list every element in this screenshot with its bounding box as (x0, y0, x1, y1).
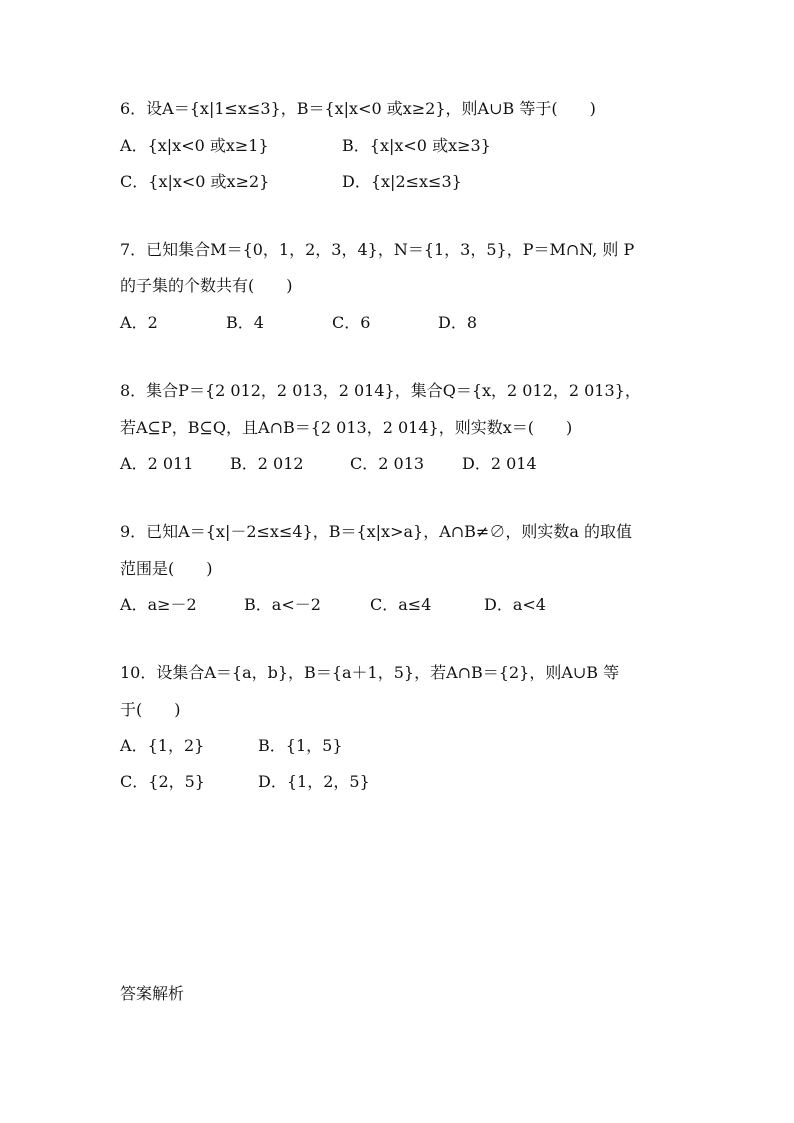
question-9-option-a: A．a≥－2 (120, 595, 197, 614)
question-9-option-b: B．a<－2 (244, 595, 321, 614)
question-10-option-b: B．{1，5} (258, 736, 343, 755)
question-9-option-c: C．a≤4 (370, 595, 432, 614)
question-6-option-d: D．{x|2≤x≤3} (342, 172, 462, 191)
question-7-option-d: D．8 (438, 313, 478, 332)
question-7-stem-line-1: 7．已知集合M＝{0，1，2，3，4}，N＝{1，3，5}，P＝M∩N, 则 P (120, 240, 635, 259)
question-9-option-d: D．a<4 (484, 595, 546, 614)
question-10-option-d: D．{1，2，5} (258, 772, 370, 791)
question-8-option-a: A．2 011 (120, 454, 194, 473)
question-10-option-a: A．{1，2} (120, 736, 205, 755)
question-8-option-c: C．2 013 (350, 454, 425, 473)
question-10-option-c: C．{2，5} (120, 772, 205, 791)
question-6-option-c: C．{x|x<0 或x≥2} (120, 172, 270, 191)
question-8-stem-line-1: 8．集合P＝{2 012，2 013，2 014}，集合Q＝{x，2 012，2 013}， (120, 381, 641, 400)
question-8-option-d: D．2 014 (462, 454, 537, 473)
question-10-stem-line-1: 10．设集合A＝{a，b}，B＝{a＋1，5}，若A∩B＝{2}，则A∪B 等 (120, 663, 620, 682)
question-8-option-b: B．2 012 (230, 454, 304, 473)
question-9-stem-line-2: 范围是( ) (120, 559, 213, 578)
question-10-stem-line-2: 于( ) (120, 700, 181, 719)
question-7-option-a: A．2 (120, 313, 158, 332)
question-7-stem-line-2: 的子集的个数共有( ) (120, 276, 293, 295)
question-8-stem-line-2: 若A⊆P，B⊆Q，且A∩B＝{2 013，2 014}，则实数x＝( ) (120, 418, 573, 437)
question-6-stem: 6．设A＝{x|1≤x≤3}，B＝{x|x<0 或x≥2}，则A∪B 等于( ) (120, 99, 596, 118)
question-6-option-a: A．{x|x<0 或x≥1} (120, 136, 269, 155)
question-7-option-c: C．6 (332, 313, 371, 332)
answer-heading: 答案解析 (120, 984, 185, 1003)
question-9-stem-line-1: 9．已知A＝{x|－2≤x≤4}，B＝{x|x>a}，A∩B≠∅，则实数a 的取值 (120, 522, 632, 541)
question-6-option-b: B．{x|x<0 或x≥3} (342, 136, 491, 155)
question-7-option-b: B．4 (226, 313, 264, 332)
